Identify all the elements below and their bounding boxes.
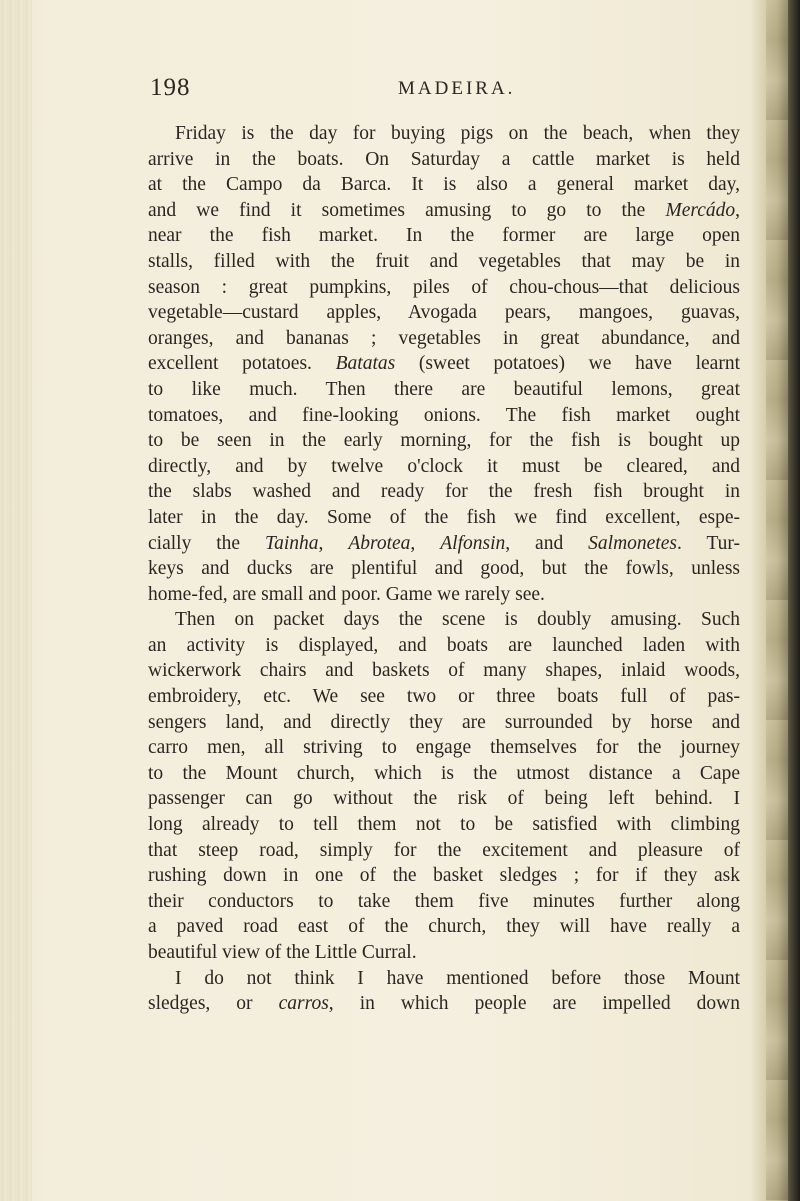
text-line: excellent potatoes. Batatas (sweet potatoes) we have learnt xyxy=(148,353,740,375)
text-line: stalls, filled with the fruit and vegetables that may be in xyxy=(148,250,740,272)
text-line: I do not think I have mentioned before those Mount xyxy=(175,967,740,989)
text-line: to like much. Then there are beautiful lemons, great xyxy=(148,378,740,400)
text-line: at the Campo da Barca. It is also a general market day, xyxy=(148,174,740,196)
running-head: MADEIRA. xyxy=(398,78,516,99)
text-line: wickerwork chairs and baskets of many shapes, inlaid woods, xyxy=(148,660,740,682)
text-line: season : great pumpkins, piles of chou-chous—that delicious xyxy=(148,276,740,298)
text-line: cially the Tainha, Abrotea, Alfonsin, and Salmonetes. Tur- xyxy=(148,532,741,554)
text-line: passenger can go without the risk of being left behind. I xyxy=(148,788,740,810)
text-line: near the fish market. In the former are large open xyxy=(148,225,740,247)
body-text xyxy=(148,121,740,1017)
text-line: Then on packet days the scene is doubly amusing. Such xyxy=(175,609,740,631)
text-line: a paved road east of the church, they will have really a xyxy=(148,916,740,938)
text-line: arrive in the boats. On Saturday a cattle market is held xyxy=(148,148,740,170)
text-line: carro men, all striving to engage themselves for the journey xyxy=(148,737,740,759)
text-line: sengers land, and directly they are surrounded by horse and xyxy=(148,711,740,733)
page-gutter xyxy=(0,0,32,1201)
text-line: tomatoes, and fine-looking onions. The fish market ought xyxy=(148,404,740,426)
text-line: home-fed, are small and poor. Game we rarely see. xyxy=(148,583,545,605)
text-line: vegetable—custard apples, Avogada pears, mangoes, guavas, xyxy=(148,302,740,324)
text-line: long already to tell them not to be satisfied with climbing xyxy=(148,814,740,836)
text-line: beautiful view of the Little Curral. xyxy=(148,942,417,963)
text-line: later in the day. Some of the fish we find excellent, espe- xyxy=(148,506,740,528)
text-line: sledges, or carros, in which people are impelled down xyxy=(148,993,741,1015)
text-line: embroidery, etc. We see two or three boats full of pas- xyxy=(148,686,740,708)
text-line: the slabs washed and ready for the fresh fish brought in xyxy=(148,481,740,503)
page-edge-texture xyxy=(766,0,788,1201)
page-header xyxy=(150,74,750,108)
text-line: to the Mount church, which is the utmost distance a Cape xyxy=(148,762,740,784)
text-line: and we find it sometimes amusing to go to the Mercádo, xyxy=(148,199,740,221)
text-line: keys and ducks are plentiful and good, but the fowls, unless xyxy=(148,558,740,580)
text-line: an activity is displayed, and boats are launched laden with xyxy=(148,634,740,656)
text-line: to be seen in the early morning, for the fish is bought up xyxy=(148,430,740,452)
text-line: directly, and by twelve o'clock it must be cleared, and xyxy=(148,455,740,477)
text-line: oranges, and bananas ; vegetables in great abundance, and xyxy=(148,327,740,349)
text-line: Friday is the day for buying pigs on the beach, when they xyxy=(175,123,740,144)
text-line: that steep road, simply for the excitement and pleasure of xyxy=(148,839,740,861)
text-line: rushing down in one of the basket sledges ; for if they ask xyxy=(148,865,740,887)
text-line: their conductors to take them five minutes further along xyxy=(148,890,740,912)
page-number: 198 xyxy=(150,74,191,101)
